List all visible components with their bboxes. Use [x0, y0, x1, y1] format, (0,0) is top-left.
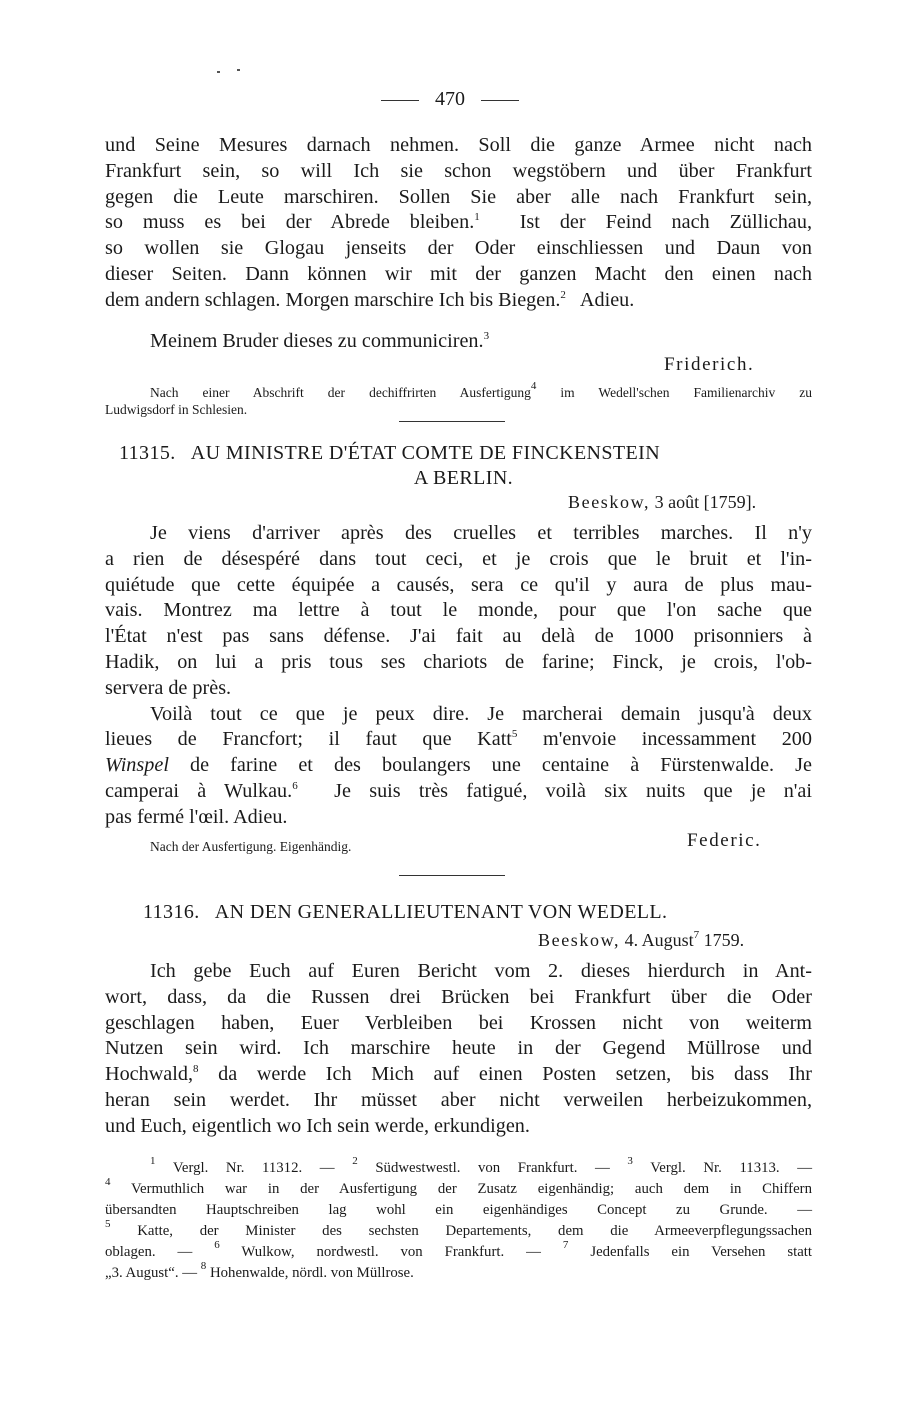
text-line: lieues de Francfort; il faut que Katt$^5$ m'envoie incessamment 200 — [105, 728, 812, 751]
text-line: gegen die Leute marschiren. Sollen Sie aber alle nach Frankfurt sein, — [105, 185, 812, 208]
text-line: dem andern schlagen. Morgen marschire Ich bis Biegen.$^2$ Adieu. — [105, 288, 635, 311]
footnote-mark: 8 — [193, 1063, 199, 1076]
footnote-line: übersandten Hauptschreiben lag wohl ein eigenhändiges Concept zu Grunde. — — [105, 1202, 812, 1218]
footnote-mark: 6 — [292, 779, 298, 792]
letter-recipient: AU MINISTRE D'ÉTAT COMTE DE FINCKENSTEIN — [190, 442, 661, 464]
speck-mark — [237, 69, 240, 71]
footnote-mark: 5 — [511, 728, 518, 741]
letter-11316-body — [105, 959, 812, 1140]
text-line: so muss es bei der Abrede bleiben.$^1$ Ist der Feind nach Züllichau, — [105, 211, 812, 234]
text-line: Voilà tout ce que je peux dire. Je marcherai demain jusqu'à deux — [150, 702, 812, 725]
text-line: geschlagen haben, Euer Verbleiben bei Krossen nicht von weiterm — [105, 1011, 812, 1034]
text-line: Hochwald,$^8$ da werde Ich Mich auf einen Posten setzen, bis dass Ihr — [105, 1063, 812, 1086]
text-line: Je viens d'arriver après des cruelles et terribles marches. Il n'y — [150, 522, 812, 544]
footnote-mark: 4 — [530, 380, 537, 392]
text-line: pas fermé l'œil. Adieu. — [105, 805, 288, 828]
text-line: l'État n'est pas sans défense. J'ai fait au delà de 1000 prisonniers à — [105, 625, 812, 648]
letter-11316-dateline: Beeskow, 4. August$^7$ 1759. — [538, 929, 745, 950]
text-line: und Euch, eigentlich wo Ich sein werde, erkundigen. — [105, 1114, 530, 1137]
footnote-line: $^1$ Vergl. Nr. 11312. — $^2$ Südwestwestl. von Frankfurt. — $^3$ Vergl. Nr. 11313. — — [150, 1155, 812, 1176]
footnote-line: $^5$ Katte, der Minister des sechsten Departements, dem die Armeeverpflegungssachen — [105, 1218, 812, 1239]
letter-11315-dateline: Beeskow, 3 août [1759]. — [568, 492, 757, 512]
letter-continuation — [105, 133, 812, 314]
footnote-line: $^4$ Vermuthlich war in der Ausfertigung der Zusatz eigenhändig; auch dem in Chiffern — [105, 1176, 812, 1197]
footnote-mark: 7 — [693, 929, 700, 941]
text-line: Ich gebe Euch auf Euren Bericht vom 2. dieses hierdurch in Ant- — [150, 960, 812, 982]
speck-mark — [217, 71, 220, 73]
footnote-line: oblagen. — $^6$ Wulkow, nordwestl. von Frankfurt. — $^7$ Jedenfalls ein Versehen statt — [105, 1239, 813, 1260]
text-line: a rien de désespéré dans tout ceci, et je crois que le bruit et l'in- — [105, 547, 812, 570]
text-line: heran sein werdet. Ihr müsset aber nicht verweilen herbeizukommen, — [105, 1088, 812, 1111]
text-line: und Seine Mesures darnach nehmen. Soll die ganze Armee nicht nach — [105, 134, 812, 156]
signature-friderich: Friderich. — [664, 354, 755, 375]
text-line: vais. Montrez ma lettre à tout le monde, pour que l'on sache que — [105, 599, 812, 622]
page-number-text: 470 — [435, 88, 465, 110]
footnote-mark: 2 — [560, 288, 566, 301]
letter-recipient-place: A BERLIN. — [413, 467, 514, 489]
section-divider — [399, 875, 505, 876]
text-line: wort, dass, da die Russen drei Brücken bei Frankfurt über die Oder — [105, 985, 812, 1008]
text-line: Winspel de farine et des boulangers une centaine à Fürstenwalde. Je — [105, 754, 812, 777]
text-line: servera de près. — [105, 676, 232, 699]
text-line: Frankfurt sein, so will Ich sie schon wegstöbern und über Frankfurt — [105, 159, 812, 182]
text-line: Hadik, on lui a pris tous ses chariots de farine; Finck, je crois, l'ob- — [105, 650, 812, 673]
text-line: Nutzen sein wird. Ich marschire heute in der Gegend Müllrose und — [105, 1037, 812, 1060]
footnote-line: „3. August“. — $^8$ Hohenwalde, nördl. von Müllrose. — [105, 1260, 414, 1281]
page-number-dash-right — [481, 100, 519, 101]
text-line: dieser Seiten. Dann können wir mit der ganzen Macht den einen nach — [105, 262, 812, 285]
source-note-1: Nach einer Abschrift der dechiffrirten Ausfertigung$^4$ im Wedell'schen Familienarchiv zu Ludwigsdorf in Schlesien. — [105, 380, 813, 417]
footnote-mark: 3 — [483, 330, 490, 342]
letter-11315-heading — [105, 441, 812, 491]
letter-number: 11315. — [119, 442, 176, 464]
letter-number: 11316. — [143, 901, 200, 923]
footnotes — [105, 1155, 813, 1284]
page-number — [0, 88, 900, 111]
section-divider — [399, 421, 505, 422]
signature-federic: Federic. — [687, 830, 762, 851]
text-line: camperai à Wulkau.$^6$ Je suis très fatigué, voilà six nuits que je n'ai — [105, 779, 812, 802]
footnote-mark: 1 — [474, 211, 480, 224]
text-line: so wollen sie Glogau jenseits der Oder einschliessen und Daun von — [105, 237, 812, 260]
postscript: Meinem Bruder dieses zu communiciren.$^3$ — [150, 330, 490, 352]
text-line: quiétude que cette équipée a causés, sera ce qu'il y aura de plus mau- — [105, 573, 812, 596]
letter-11315-body — [105, 521, 812, 831]
source-note-2: Nach der Ausfertigung. Eigenhändig. — [150, 839, 352, 854]
letter-11316-heading — [105, 900, 812, 925]
letter-recipient: AN DEN GENERALLIEUTENANT VON WEDELL. — [214, 901, 668, 923]
page-number-dash-left — [381, 100, 419, 101]
